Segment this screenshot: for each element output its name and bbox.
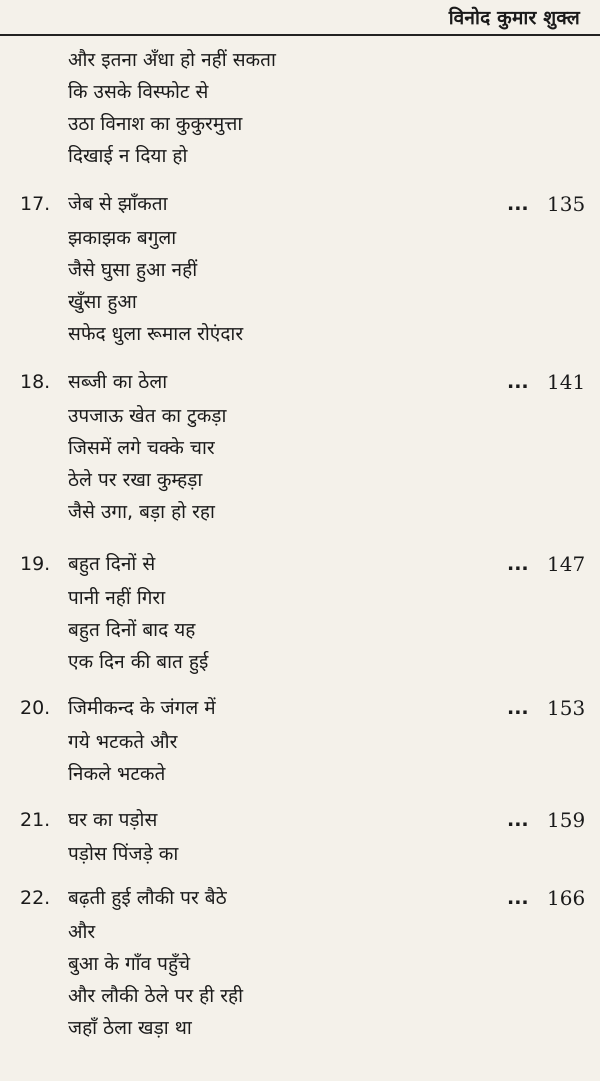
entry-title: जिमीकन्द के जंगल में [68, 697, 216, 719]
entry-line: खुँसा हुआ [68, 291, 137, 313]
toc-entry-17 [20, 186, 585, 350]
entry-number: 20. [20, 697, 51, 719]
entry-leader: ... [507, 193, 529, 215]
entry-number: 22. [20, 887, 51, 909]
entry-leader: ... [507, 553, 529, 575]
entry-title: सब्जी का ठेला [68, 371, 168, 393]
entry-line: बहुत दिनों बाद यह [68, 619, 196, 641]
toc-entry-20 [20, 690, 585, 790]
entry-line: जैसे घुसा हुआ नहीं [68, 259, 198, 281]
entry-leader: ... [507, 887, 529, 909]
entry-line: निकले भटकते [68, 763, 166, 785]
entry-line: बुआ के गाँव पहुँचे [68, 953, 191, 975]
entry-number: 19. [20, 553, 51, 575]
header-rule [0, 34, 600, 36]
entry-leader: ... [507, 371, 529, 393]
continued-line: और इतना अँधा हो नहीं सकता [68, 49, 276, 71]
entry-title: बहुत दिनों से [68, 553, 156, 575]
entry-line: और [68, 921, 96, 943]
entry-line: गये भटकते और [68, 731, 178, 753]
entry-title: घर का पड़ोस [68, 809, 158, 831]
entry-title: बढ़ती हुई लौकी पर बैठे [68, 887, 227, 909]
toc-entry-18 [20, 364, 585, 528]
entry-line: जिसमें लगे चक्के चार [68, 437, 215, 459]
continued-poem-lines [68, 44, 588, 172]
entry-number: 21. [20, 809, 51, 831]
entry-page-number: 147 [547, 552, 586, 576]
entry-line: जैसे उगा, बड़ा हो रहा [68, 501, 215, 523]
entry-leader: ... [507, 697, 529, 719]
entry-line: पानी नहीं गिरा [68, 587, 166, 609]
entry-leader: ... [507, 809, 529, 831]
continued-line: कि उसके विस्फोट से [68, 81, 209, 103]
running-header-author: विनोद कुमार शुक्ल [448, 7, 580, 29]
toc-entry-19 [20, 546, 585, 678]
continued-line: दिखाई न दिया हो [68, 145, 188, 167]
entry-line: एक दिन की बात हुई [68, 651, 209, 673]
entry-title: जेब से झाँकता [68, 193, 168, 215]
entry-line: और लौकी ठेले पर ही रही [68, 985, 243, 1007]
entry-page-number: 141 [547, 370, 586, 394]
entry-page-number: 159 [547, 808, 586, 832]
entry-line: झकाझक बगुला [68, 227, 177, 249]
entry-line: पड़ोस पिंजड़े का [68, 843, 179, 865]
entry-line: सफेद धुला रूमाल रोएंदार [68, 323, 244, 345]
toc-entry-22 [20, 880, 585, 1044]
entry-page-number: 135 [547, 192, 586, 216]
entry-number: 17. [20, 193, 51, 215]
entry-line: जहाँ ठेला खड़ा था [68, 1017, 192, 1039]
entry-page-number: 166 [547, 886, 586, 910]
entry-page-number: 153 [547, 696, 586, 720]
entry-line: उपजाऊ खेत का टुकड़ा [68, 405, 227, 427]
toc-entry-21 [20, 802, 585, 870]
continued-line: उठा विनाश का कुकुरमुत्ता [68, 113, 243, 135]
entry-number: 18. [20, 371, 51, 393]
entry-line: ठेले पर रखा कुम्हड़ा [68, 469, 203, 491]
